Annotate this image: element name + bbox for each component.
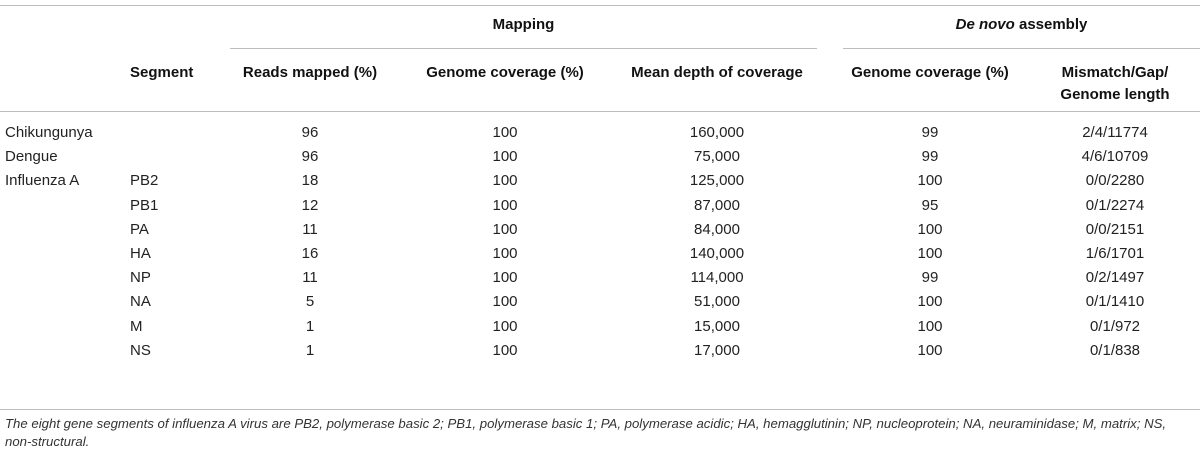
cell-segment: NS xyxy=(130,341,151,359)
cell-mismatch-gap-length: 0/1/972 xyxy=(1089,317,1141,335)
cell-mismatch-gap-length: 0/0/2280 xyxy=(1085,172,1145,190)
cell-mismatch-gap-length: 4/6/10709 xyxy=(1081,148,1149,166)
cell-mean-depth: 160,000 xyxy=(689,124,745,141)
cell-segment: NP xyxy=(130,269,151,287)
denovo-group-rule xyxy=(843,48,1200,49)
cell-mean-depth: 87,000 xyxy=(694,196,740,214)
cell-virus: Dengue xyxy=(5,148,58,166)
cell-genome-coverage-mapping: 100 xyxy=(492,317,518,335)
cell-segment: HA xyxy=(130,245,151,262)
cell-genome-coverage-mapping: 100 xyxy=(492,196,518,214)
cell-genome-coverage-denovo: 100 xyxy=(917,293,943,311)
cell-segment: NA xyxy=(130,293,151,311)
cell-reads-mapped: 1 xyxy=(305,317,315,335)
cell-mismatch-gap-length: 0/1/1410 xyxy=(1085,293,1145,311)
denovo-group-label-italic: De novo xyxy=(955,16,1015,33)
cell-mean-depth: 84,000 xyxy=(694,220,740,238)
cell-segment: PB2 xyxy=(130,172,159,190)
cell-mismatch-gap-length: 0/2/1497 xyxy=(1085,269,1145,287)
cell-genome-coverage-denovo: 99 xyxy=(921,124,939,141)
cell-reads-mapped: 5 xyxy=(305,293,315,311)
mapping-group-rule xyxy=(230,48,817,49)
table-row xyxy=(0,242,1200,266)
cell-genome-coverage-mapping: 100 xyxy=(492,269,518,287)
cell-genome-coverage-denovo: 100 xyxy=(917,317,943,335)
header-bottom-rule xyxy=(0,111,1200,112)
table-row xyxy=(0,145,1200,169)
cell-genome-coverage-mapping: 100 xyxy=(492,172,518,190)
cell-mean-depth: 17,000 xyxy=(694,341,740,359)
cell-genome-coverage-mapping: 100 xyxy=(492,124,518,141)
cell-reads-mapped: 12 xyxy=(301,196,319,214)
table-row xyxy=(0,339,1200,363)
cell-mismatch-gap-length: 0/1/2274 xyxy=(1085,196,1145,214)
col-header-mismatch-gap-length-line2: Genome length xyxy=(1060,86,1170,103)
cell-reads-mapped: 11 xyxy=(302,269,318,287)
table-row xyxy=(0,121,1200,145)
denovo-group-label-rest: assembly xyxy=(1014,16,1088,33)
cell-mismatch-gap-length: 1/6/1701 xyxy=(1085,245,1145,262)
cell-segment: M xyxy=(130,317,143,335)
cell-mean-depth: 125,000 xyxy=(689,172,745,190)
cell-segment: PB1 xyxy=(130,196,159,214)
cell-genome-coverage-denovo: 100 xyxy=(917,341,943,359)
table-bottom-rule xyxy=(0,409,1200,410)
cell-reads-mapped: 11 xyxy=(302,220,318,238)
cell-virus: Influenza A xyxy=(5,172,80,190)
col-header-segment: Segment xyxy=(130,64,194,81)
col-header-genome-coverage-denovo: Genome coverage (%) xyxy=(851,64,1009,81)
cell-segment: PA xyxy=(130,220,149,238)
cell-mean-depth: 15,000 xyxy=(694,317,740,335)
mapping-group-header xyxy=(230,16,817,34)
cell-genome-coverage-denovo: 100 xyxy=(917,220,943,238)
cell-mean-depth: 114,000 xyxy=(690,269,744,287)
cell-reads-mapped: 18 xyxy=(301,172,319,190)
cell-reads-mapped: 96 xyxy=(301,148,319,166)
cell-mismatch-gap-length: 0/1/838 xyxy=(1089,341,1141,359)
col-header-reads-mapped: Reads mapped (%) xyxy=(242,64,378,81)
table-row xyxy=(0,315,1200,339)
table-row xyxy=(0,194,1200,218)
table-row xyxy=(0,218,1200,242)
cell-genome-coverage-denovo: 99 xyxy=(921,148,939,166)
denovo-group-header xyxy=(843,16,1200,34)
cell-genome-coverage-mapping: 100 xyxy=(492,245,518,262)
cell-genome-coverage-mapping: 100 xyxy=(492,293,518,311)
cell-mismatch-gap-length: 2/4/11774 xyxy=(1082,124,1148,141)
cell-genome-coverage-mapping: 100 xyxy=(492,148,518,166)
cell-genome-coverage-denovo: 95 xyxy=(921,196,939,214)
cell-genome-coverage-denovo: 100 xyxy=(917,245,943,262)
cell-mean-depth: 75,000 xyxy=(694,148,740,166)
col-header-mean-depth: Mean depth of coverage xyxy=(631,64,803,81)
cell-reads-mapped: 16 xyxy=(301,245,319,262)
cell-genome-coverage-mapping: 100 xyxy=(492,341,518,359)
col-header-genome-coverage-mapping: Genome coverage (%) xyxy=(426,64,584,81)
table-row xyxy=(0,266,1200,290)
table-top-rule xyxy=(0,5,1200,6)
cell-virus: Chikungunya xyxy=(5,124,93,141)
col-header-mismatch-gap-length-line1: Mismatch/Gap/ xyxy=(1061,64,1169,81)
cell-reads-mapped: 96 xyxy=(301,124,319,141)
cell-genome-coverage-mapping: 100 xyxy=(492,220,518,238)
cell-mismatch-gap-length: 0/0/2151 xyxy=(1085,220,1145,238)
cell-genome-coverage-denovo: 100 xyxy=(917,172,943,190)
table-footnote: The eight gene segments of influenza A virus are PB2, polymerase basic 2; PB1, polymerase basic 1; PA, polymerase acidic; HA, hemagglutinin; NP, nucleoprotein; NA, neuraminidase; M, matrix; NS, non-structural. xyxy=(5,416,1167,449)
cell-genome-coverage-denovo: 99 xyxy=(921,269,939,287)
cell-mean-depth: 140,000 xyxy=(689,245,745,262)
table-row xyxy=(0,290,1200,314)
cell-mean-depth: 51,000 xyxy=(694,293,740,311)
table-row xyxy=(0,169,1200,193)
mapping-group-label: Mapping xyxy=(492,16,555,33)
cell-reads-mapped: 1 xyxy=(305,341,315,359)
